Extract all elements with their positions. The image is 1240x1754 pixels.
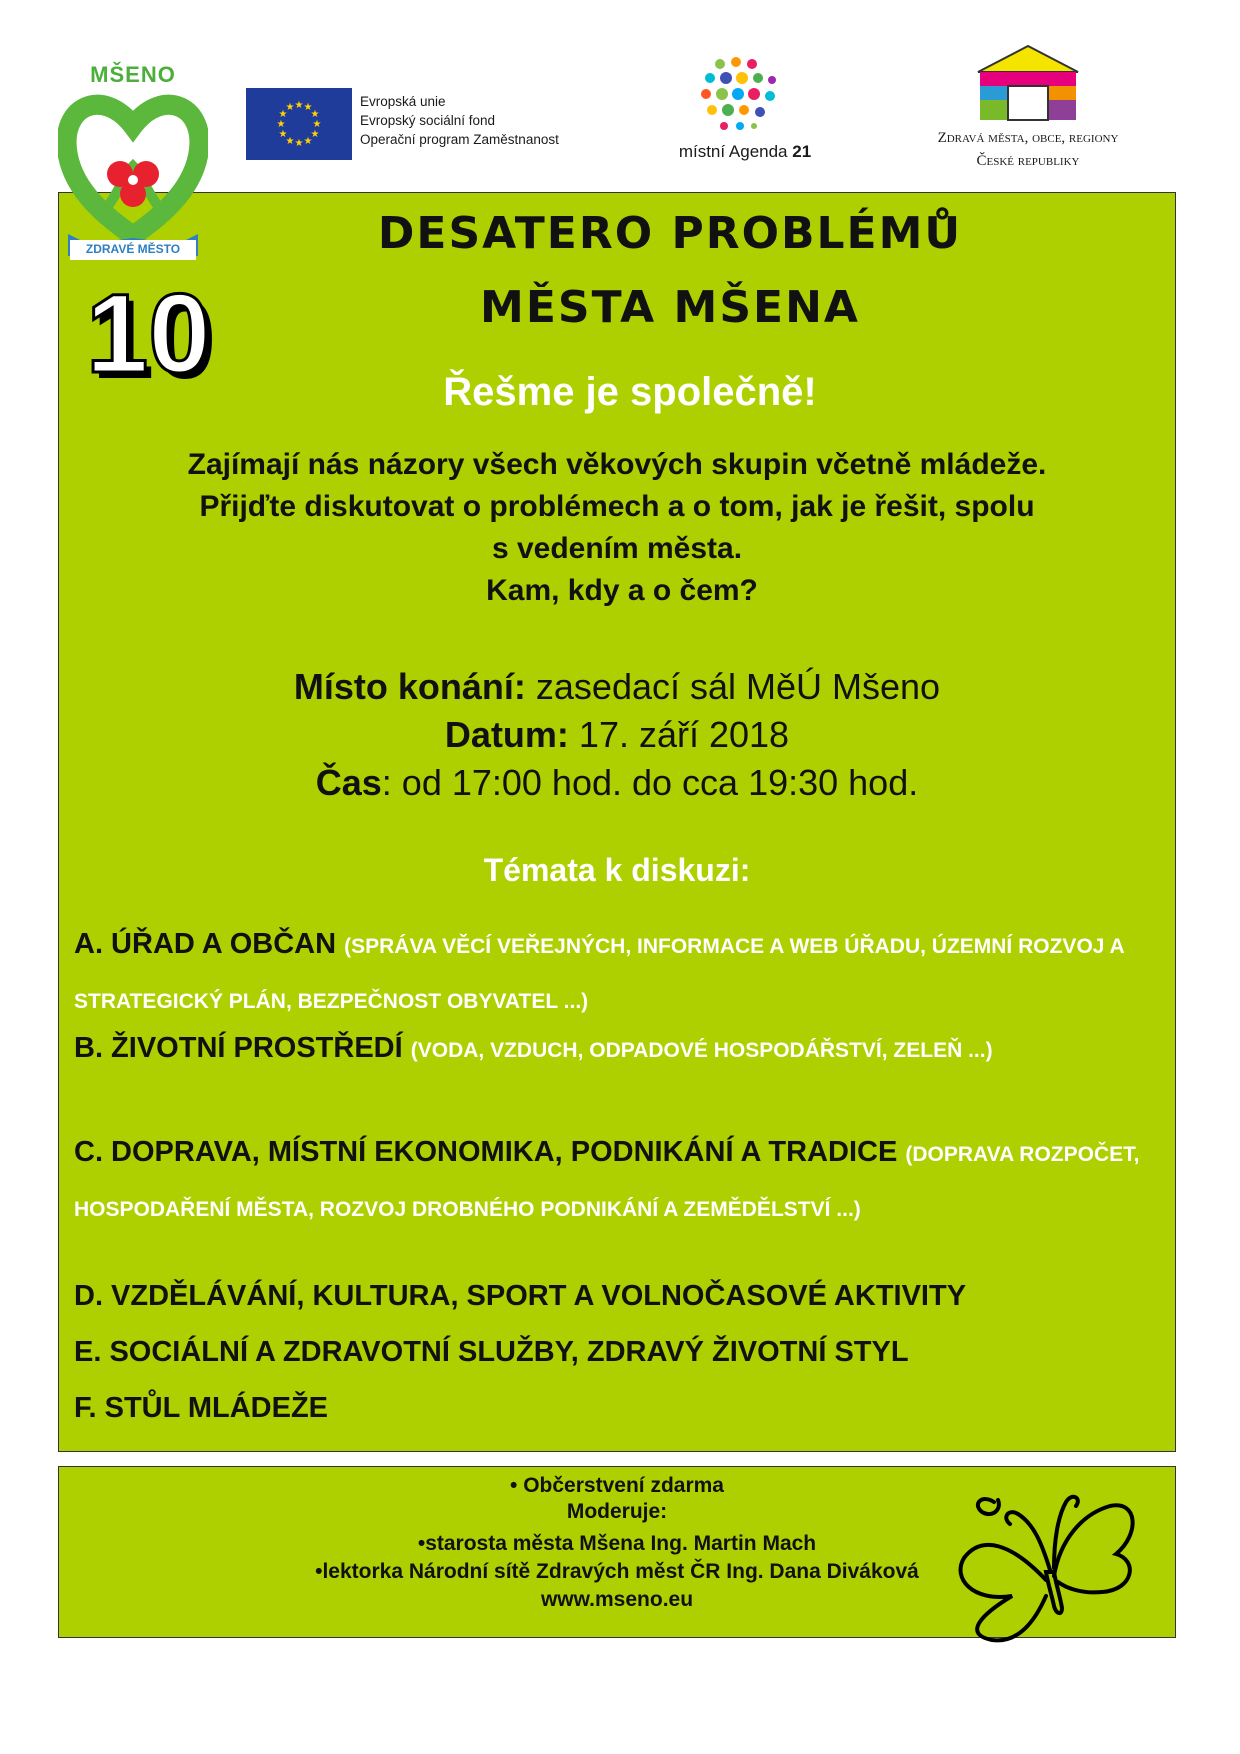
poster-subtitle: Řešme je společně! xyxy=(443,370,817,414)
topic-detail: (DOPRAVA ROZPOČET, HOSPODAŘENÍ MĚSTA, ROZVOJ DROBNÉHO PODNIKÁNÍ A ZEMĚDĚLSTVÍ ...) xyxy=(74,1143,1140,1221)
topic-item xyxy=(74,918,1174,1028)
topic-head: A. ÚŘAD A OBČAN xyxy=(74,928,345,960)
healthy-cities-logo xyxy=(908,40,1148,176)
svg-text:★: ★ xyxy=(285,102,295,113)
topic-item xyxy=(74,1326,1174,1378)
event-time xyxy=(58,762,1176,804)
svg-text:★: ★ xyxy=(294,138,304,149)
eu-flag-icon xyxy=(246,88,352,160)
mseno-logo-subtitle: ZDRAVÉ MĚSTO xyxy=(85,242,181,256)
topic-head: C. DOPRAVA, MÍSTNÍ EKONOMIKA, PODNIKÁNÍ A TRADICE xyxy=(74,1136,906,1168)
svg-text:★: ★ xyxy=(312,119,322,130)
mseno-logo-title: MŠENO xyxy=(90,62,176,87)
refreshments-note: • Občerstvení zdarma xyxy=(510,1474,724,1497)
svg-text:★: ★ xyxy=(276,119,286,130)
eu-esf-logo xyxy=(246,88,606,160)
butterfly-icon xyxy=(942,1484,1142,1644)
topic-head: D. VZDĚLÁVÁNÍ, KULTURA, SPORT A VOLNOČASOVÉ AKTIVITY xyxy=(74,1280,967,1312)
topic-head: B. ŽIVOTNÍ PROSTŘEDÍ xyxy=(74,1032,411,1064)
svg-text:★: ★ xyxy=(278,109,288,120)
eu-line-2: Evropský sociální fond xyxy=(360,113,496,128)
svg-text:★: ★ xyxy=(294,100,304,111)
date-value: 17. září 2018 xyxy=(568,714,790,755)
place-label: Místo konání: xyxy=(293,666,526,707)
topic-item xyxy=(74,1382,1174,1434)
topic-head: F. STŮL MLÁDEŽE xyxy=(74,1392,329,1424)
topic-item xyxy=(74,1022,1174,1077)
intro-line-2: Přijďte diskutovat o problémech a o tom, jak je řešit, spolu xyxy=(199,490,1035,523)
svg-text:★: ★ xyxy=(285,136,295,147)
eu-line-3: Operační program Zaměstnanost xyxy=(360,132,559,147)
topic-item xyxy=(74,1126,1174,1236)
event-date xyxy=(58,714,1176,756)
heart-logo-icon xyxy=(58,56,208,266)
poster-title-line-1: DESATERO PROBLÉMŮ xyxy=(377,208,963,259)
eu-line-1: Evropská unie xyxy=(360,94,446,109)
topic-detail: (SPRÁVA VĚCÍ VEŘEJNÝCH, INFORMACE A WEB ÚŘADU, ÚZEMNÍ ROZVOJ A STRATEGICKÝ PLÁN, BEZPEČNOST OBYVATEL ...) xyxy=(74,935,1124,1013)
time-value: : od 17:00 hod. do cca 19:30 hod. xyxy=(381,762,919,803)
place-value: zasedací sál MěÚ Mšeno xyxy=(525,666,941,707)
moderates-label: Moderuje: xyxy=(566,1500,668,1523)
poster-title-line-2: MĚSTA MŠENA xyxy=(480,282,860,333)
svg-text:★: ★ xyxy=(310,129,320,140)
eu-logo-text xyxy=(360,92,559,149)
big-number-ten: 10 xyxy=(86,271,211,396)
mseno-healthy-town-logo xyxy=(58,56,208,266)
moderator-1: •starosta města Mšena Ing. Martin Mach xyxy=(417,1532,817,1555)
svg-text:★: ★ xyxy=(310,109,320,120)
intro-line-3: s vedením města. xyxy=(491,532,743,565)
agenda21-label xyxy=(660,142,830,162)
intro-question: Kam, kdy a o čem? xyxy=(486,574,758,607)
agenda21-logo xyxy=(660,52,830,172)
agenda21-number: 21 xyxy=(792,142,812,161)
event-place xyxy=(58,666,1176,708)
svg-text:★: ★ xyxy=(303,136,313,147)
svg-text:★: ★ xyxy=(303,102,313,113)
svg-text:★: ★ xyxy=(278,129,288,140)
topic-detail: (VODA, VZDUCH, ODPADOVÉ HOSPODÁŘSTVÍ, ZELEŇ ...) xyxy=(410,1039,993,1062)
time-label: Čas xyxy=(315,762,382,803)
healthy-cities-line-1: Zdravá města, obce, regiony xyxy=(937,130,1119,146)
healthy-cities-line-2: České republiky xyxy=(976,153,1080,169)
intro-line-1: Zajímají nás názory všech věkových skupin včetně mládeže. xyxy=(187,448,1047,481)
topics-heading: Témata k diskuzi: xyxy=(483,852,751,888)
moderator-2: •lektorka Národní sítě Zdravých měst ČR Ing. Dana Diváková xyxy=(315,1560,919,1583)
date-label: Datum: xyxy=(444,714,569,755)
house-logo-icon xyxy=(908,40,1148,126)
website-link[interactable]: www.mseno.eu xyxy=(540,1588,694,1611)
topic-head: E. SOCIÁLNÍ A ZDRAVOTNÍ SLUŽBY, ZDRAVÝ ŽIVOTNÍ STYL xyxy=(74,1336,909,1368)
agenda21-dots-icon xyxy=(660,52,830,142)
topic-item xyxy=(74,1270,1174,1322)
agenda21-prefix: místní Agenda xyxy=(678,142,793,161)
